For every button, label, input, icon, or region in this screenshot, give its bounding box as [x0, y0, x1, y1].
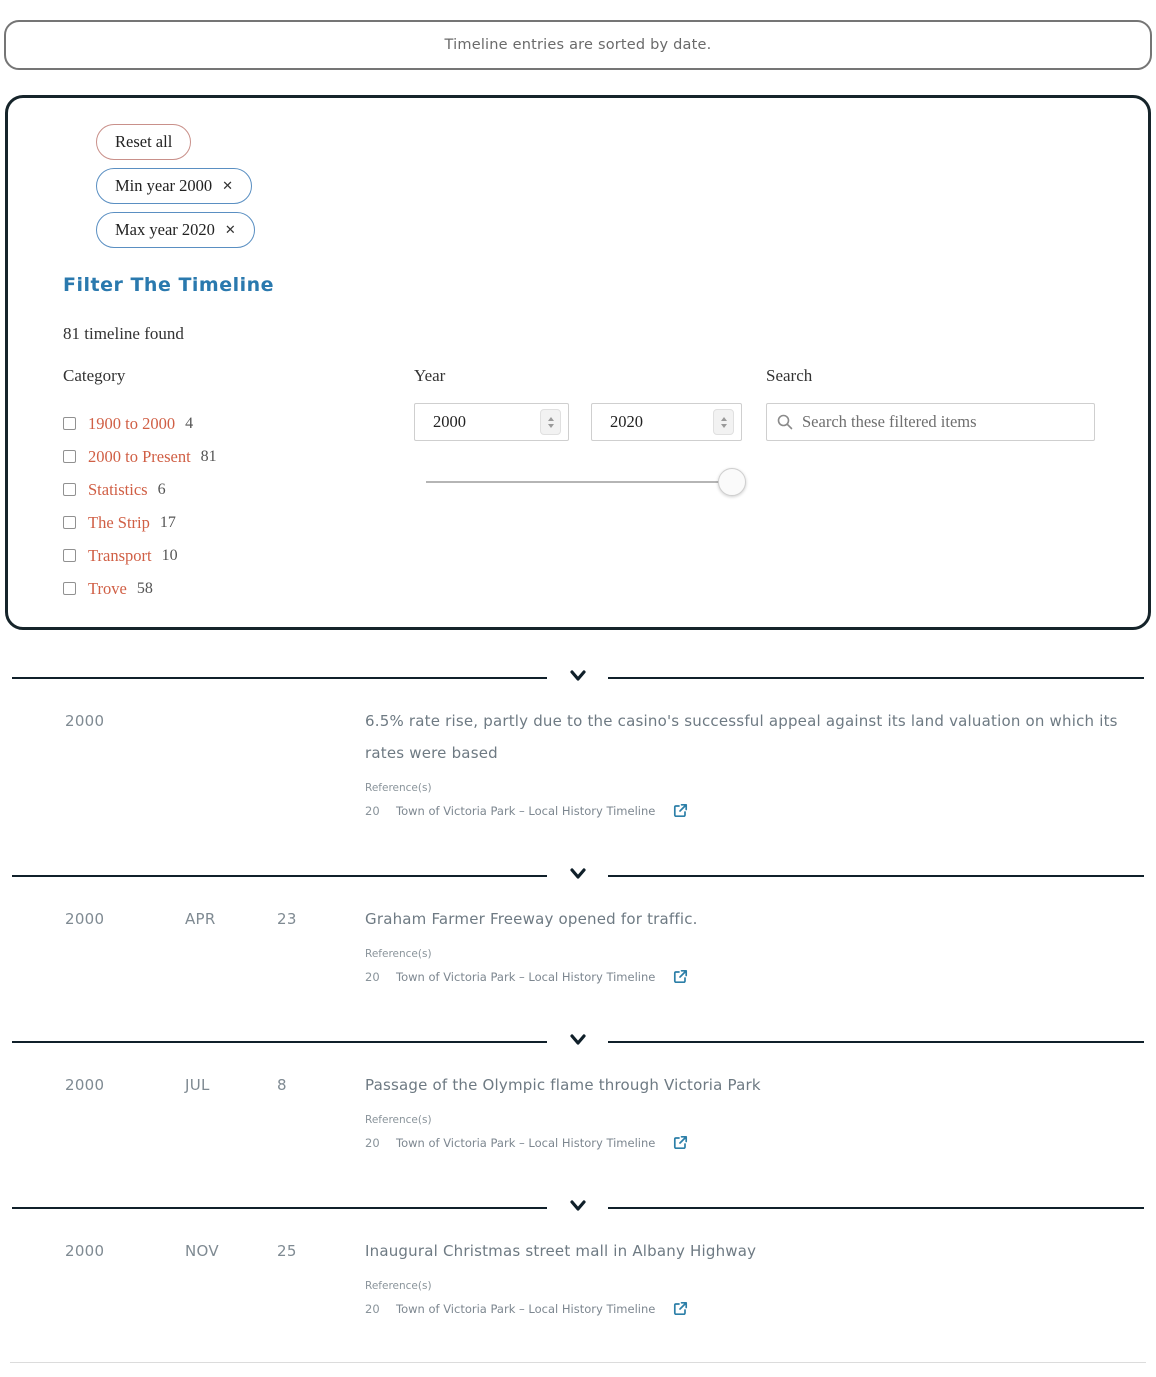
search-icon — [777, 414, 793, 430]
category-item-count: 81 — [200, 447, 217, 465]
timeline-entry — [0, 1054, 1156, 1196]
divider-line — [608, 1207, 1144, 1209]
external-link-icon[interactable] — [673, 1135, 688, 1150]
category-item-label[interactable]: 2000 to Present — [88, 446, 191, 466]
min-year-chip-label: Min year 2000 — [115, 176, 213, 195]
page — [0, 20, 1156, 1377]
max-year-input[interactable] — [591, 403, 742, 441]
min-year-value[interactable]: 2000 — [433, 412, 466, 431]
entry-body — [365, 910, 1120, 1030]
filter-heading: Filter The Timeline — [63, 274, 275, 296]
max-year-stepper[interactable] — [713, 409, 734, 435]
checkbox[interactable] — [63, 582, 76, 595]
chevron-down-icon — [570, 1200, 586, 1212]
reference-number: 20 — [365, 1301, 380, 1316]
entry-divider — [10, 864, 1146, 888]
entry-title: 6.5% rate rise, partly due to the casino's successful appeal against its land valuation on which its rates were based — [365, 712, 1118, 762]
category-item-count: 17 — [159, 513, 176, 531]
entry-divider — [10, 1030, 1146, 1054]
entry-day — [277, 712, 365, 864]
reference-link[interactable]: Town of Victoria Park – Local History Timeline — [396, 803, 656, 818]
search-input[interactable] — [802, 412, 1084, 432]
category-item-statistics[interactable] — [63, 473, 414, 506]
checkbox[interactable] — [63, 516, 76, 529]
max-year-value[interactable]: 2020 — [610, 412, 643, 431]
divider-line — [12, 1041, 547, 1043]
stepper-up-icon[interactable] — [721, 417, 727, 421]
category-list — [63, 407, 414, 605]
timeline-list — [0, 666, 1156, 1363]
year-range-slider[interactable] — [414, 468, 742, 496]
category-item-label[interactable]: 1900 to 2000 — [88, 413, 176, 433]
entry-year: 2000 — [65, 1076, 105, 1094]
references-label: Reference(s) — [365, 782, 432, 794]
divider-line — [12, 1207, 547, 1209]
entry-month: APR — [185, 910, 216, 928]
category-item-transport[interactable] — [63, 539, 414, 572]
stepper-down-icon[interactable] — [721, 424, 727, 428]
category-item-trove[interactable] — [63, 572, 414, 605]
checkbox[interactable] — [63, 417, 76, 430]
external-link-icon[interactable] — [673, 803, 688, 818]
stepper-up-icon[interactable] — [548, 417, 554, 421]
results-count: 81 timeline found — [63, 324, 184, 343]
entry-title: Inaugural Christmas street mall in Albany Highway — [365, 1242, 757, 1260]
search-box[interactable] — [766, 403, 1095, 441]
reset-all-label: Reset all — [115, 132, 173, 151]
reference-link[interactable]: Town of Victoria Park – Local History Timeline — [396, 969, 656, 984]
category-item-the-strip[interactable] — [63, 506, 414, 539]
entry-month: NOV — [185, 1242, 219, 1260]
references-label: Reference(s) — [365, 948, 432, 960]
timeline-entry — [0, 690, 1156, 864]
entry-title: Graham Farmer Freeway opened for traffic. — [365, 910, 698, 928]
slider-thumb[interactable] — [718, 468, 746, 496]
search-column — [766, 366, 1096, 605]
entry-title: Passage of the Olympic flame through Victoria Park — [365, 1076, 761, 1094]
reference-link[interactable]: Town of Victoria Park – Local History Timeline — [396, 1301, 656, 1316]
stepper-down-icon[interactable] — [548, 424, 554, 428]
reference-number: 20 — [365, 1135, 380, 1150]
entry-month — [185, 712, 277, 864]
category-item-label[interactable]: Transport — [88, 545, 152, 565]
chevron-down-icon — [570, 868, 586, 880]
checkbox[interactable] — [63, 549, 76, 562]
category-item-count: 6 — [157, 480, 166, 498]
sort-info-banner — [4, 20, 1152, 70]
search-label: Search — [766, 366, 813, 385]
entry-month: JUL — [185, 1076, 210, 1094]
category-item-1900-to-2000[interactable] — [63, 407, 414, 440]
year-inputs — [414, 403, 766, 441]
min-year-input[interactable] — [414, 403, 569, 441]
entry-divider — [10, 666, 1146, 690]
checkbox[interactable] — [63, 483, 76, 496]
category-item-label[interactable]: Trove — [88, 578, 127, 598]
entry-body — [365, 1242, 1120, 1362]
references-label: Reference(s) — [365, 1280, 432, 1292]
chevron-down-icon — [570, 670, 586, 682]
divider-line — [608, 1041, 1144, 1043]
entry-divider — [10, 1196, 1146, 1220]
year-column — [414, 366, 766, 605]
reference-row — [365, 1135, 1120, 1150]
entry-day: 23 — [277, 910, 297, 928]
chevron-down-icon — [570, 1034, 586, 1046]
category-label: Category — [63, 366, 126, 385]
category-item-count: 4 — [185, 414, 194, 432]
max-year-chip-label: Max year 2020 — [115, 220, 215, 239]
year-label: Year — [414, 366, 446, 385]
reference-number: 20 — [365, 969, 380, 984]
external-link-icon[interactable] — [673, 1301, 688, 1316]
filter-panel — [5, 95, 1151, 630]
sort-info-text: Timeline entries are sorted by date. — [444, 37, 712, 53]
entry-body — [365, 712, 1120, 864]
close-icon[interactable]: ✕ — [224, 222, 236, 238]
max-year-chip[interactable] — [96, 212, 255, 248]
slider-track[interactable] — [426, 481, 742, 483]
min-year-stepper[interactable] — [540, 409, 561, 435]
filter-columns — [8, 366, 1148, 605]
min-year-chip[interactable] — [96, 168, 252, 204]
external-link-icon[interactable] — [673, 969, 688, 984]
divider-line — [12, 677, 547, 679]
reference-link[interactable]: Town of Victoria Park – Local History Timeline — [396, 1135, 656, 1150]
category-item-2000-to-present[interactable] — [63, 440, 414, 473]
active-filter-chips — [96, 124, 1148, 248]
references-label: Reference(s) — [365, 1114, 432, 1126]
timeline-entry — [0, 1220, 1156, 1362]
timeline-entry — [0, 888, 1156, 1030]
entry-day: 25 — [277, 1242, 297, 1260]
category-item-label[interactable]: The Strip — [88, 512, 150, 532]
category-column — [63, 366, 414, 605]
divider-line — [608, 677, 1144, 679]
reference-number: 20 — [365, 803, 380, 818]
reference-row — [365, 969, 1120, 984]
reset-all-button[interactable] — [96, 124, 191, 160]
category-item-count: 10 — [161, 546, 178, 564]
reference-row — [365, 1301, 1120, 1316]
entry-year: 2000 — [65, 712, 105, 730]
entry-year: 2000 — [65, 1242, 105, 1260]
divider-line — [608, 875, 1144, 877]
entry-day: 8 — [277, 1076, 287, 1094]
category-item-label[interactable]: Statistics — [88, 479, 148, 499]
entry-body — [365, 1076, 1120, 1196]
close-icon[interactable]: ✕ — [222, 178, 234, 194]
entry-year: 2000 — [65, 910, 105, 928]
category-item-count: 58 — [136, 579, 153, 597]
reference-row — [365, 803, 1120, 818]
checkbox[interactable] — [63, 450, 76, 463]
divider-line — [12, 875, 547, 877]
bottom-divider-line — [10, 1362, 1146, 1363]
